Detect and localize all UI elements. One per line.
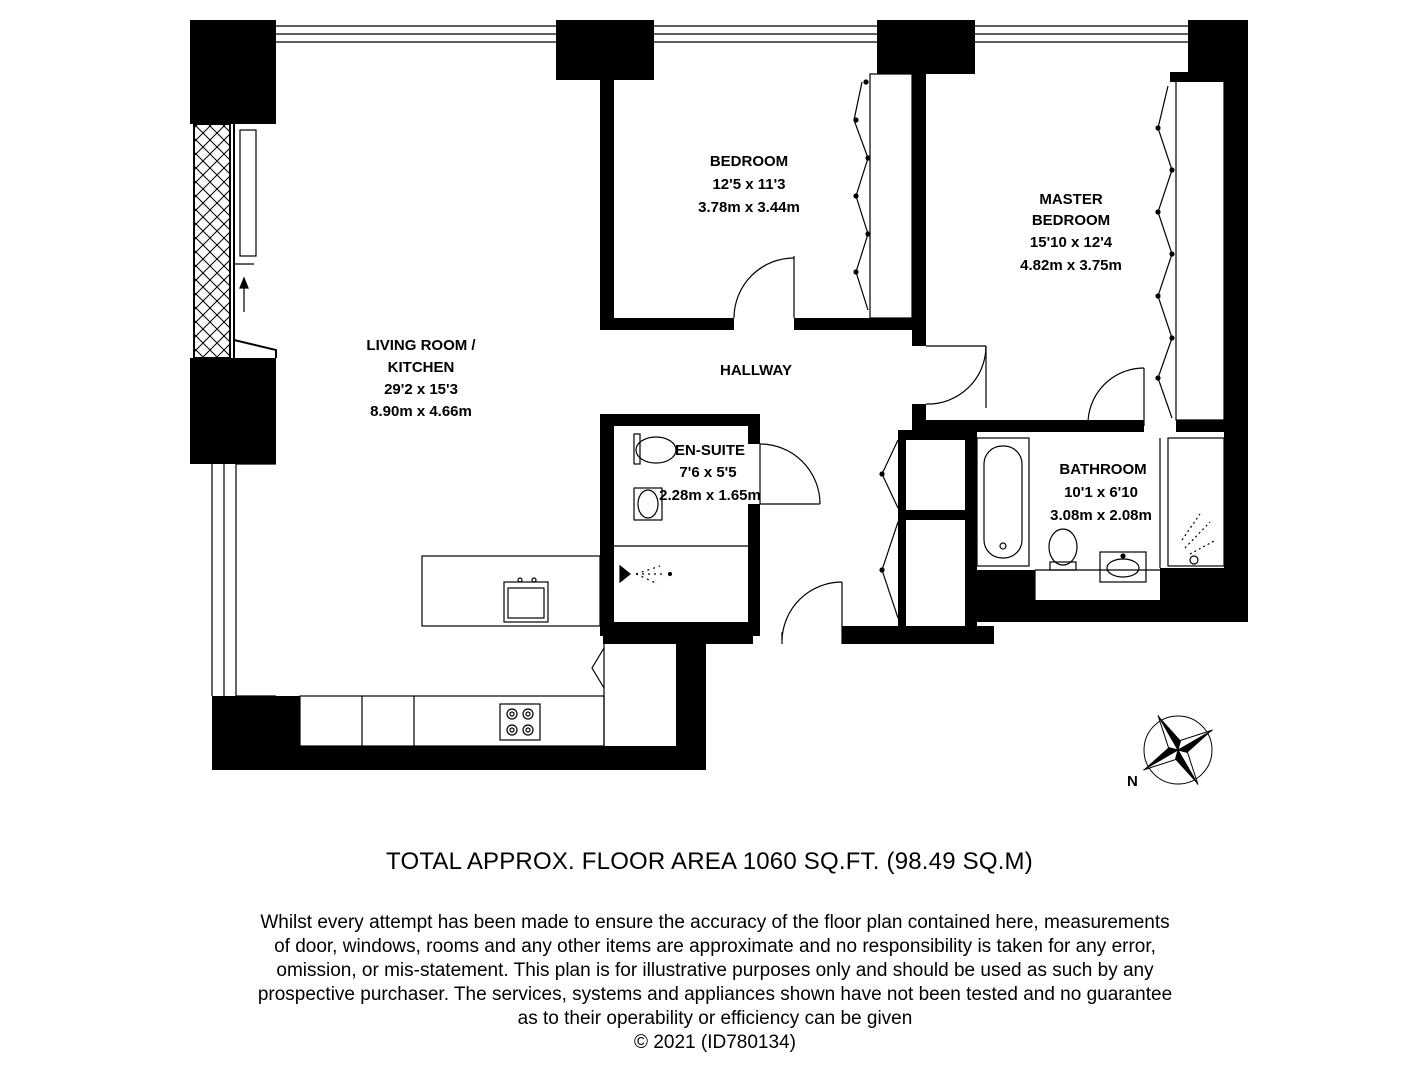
wall-ensuite-bottom (603, 622, 753, 644)
living-name-2: KITCHEN (387, 359, 455, 376)
master-wardrobe (1156, 78, 1224, 420)
bedroom-name: BEDROOM (709, 153, 789, 170)
walls (190, 20, 1248, 770)
entrance-door (782, 582, 842, 644)
bedroom-wardrobe (854, 74, 912, 318)
ensuite-dims-metric: 2.28m x 1.65m (659, 487, 761, 504)
hall-cupboard-doors (880, 440, 898, 618)
disclaimer-line: of door, windows, rooms and any other items are approximate and no responsibility is taken for any error, (274, 936, 1156, 957)
ensuite-toilet (636, 437, 676, 463)
column-top-right (1188, 20, 1248, 72)
kitchen (300, 556, 604, 746)
disclaimer-line: omission, or mis-statement. This plan is for illustrative purposes only and should be used as such by any (276, 960, 1154, 981)
wall-right (1224, 70, 1248, 622)
living-dims-imperial: 29'2 x 15'3 (384, 381, 458, 398)
bathroom-door (1088, 368, 1144, 426)
hallway-name: HALLWAY (720, 362, 792, 379)
bathroom-dims-metric: 3.08m x 2.08m (1050, 507, 1152, 524)
disclaimer-line: Whilst every attempt has been made to ensure the accuracy of the floor plan contained here, measurements (260, 912, 1170, 933)
disclaimer (200, 911, 1230, 1055)
column-top-left (190, 20, 276, 124)
master-dims-imperial: 15'10 x 12'4 (1029, 234, 1113, 251)
ensuite-door (760, 444, 820, 504)
master-door (926, 346, 986, 408)
master-name-1: MASTER (1039, 191, 1103, 208)
compass-rose-icon (1123, 695, 1232, 804)
toilet (1049, 529, 1077, 565)
hall-cupboards (898, 404, 965, 626)
living-name-1: LIVING ROOM / (366, 337, 476, 354)
column-top-mid-1 (556, 20, 654, 80)
room-labels (366, 153, 1151, 524)
compass-north-label: N (1127, 773, 1138, 790)
disclaimer-line: prospective purchaser. The services, systems and appliances shown have not been tested and no guarantee (257, 984, 1173, 1005)
kitchen-island (422, 556, 600, 626)
balcony-hatch (194, 124, 230, 358)
bathroom-walls (965, 430, 977, 570)
shower (1168, 438, 1224, 566)
total-floor-area: TOTAL APPROX. FLOOR AREA 1060 SQ.FT. (98.49 SQ.M) (386, 848, 1033, 875)
bathroom-name: BATHROOM (1059, 461, 1147, 478)
master-name-2: BEDROOM (1031, 212, 1111, 229)
master-dims-metric: 4.82m x 3.75m (1020, 257, 1122, 274)
wall-bathroom-bottom-3 (1160, 568, 1248, 622)
bedroom-dims-imperial: 12'5 x 11'3 (712, 176, 786, 193)
balcony-door-frame (240, 130, 256, 256)
living-dims-metric: 8.90m x 4.66m (370, 403, 472, 420)
column-top-mid-2 (877, 20, 975, 74)
disclaimer-line: as to their operability or efficiency can be given (517, 1008, 913, 1029)
wall-bottom (212, 746, 676, 770)
bathroom-dims-imperial: 10'1 x 6'10 (1064, 484, 1138, 501)
master-walls (912, 72, 1224, 432)
wall-kitchen-store (676, 636, 706, 770)
ensuite-basin (638, 490, 658, 518)
windows (212, 26, 1188, 696)
ensuite-name: EN-SUITE (674, 442, 746, 459)
entry-arrow-icon (240, 278, 248, 312)
kitchen-counter (300, 696, 604, 746)
copyright: © 2021 (ID780134) (634, 1032, 796, 1053)
wall-bathroom-bottom (977, 570, 1035, 622)
bedroom-door (734, 256, 794, 318)
hob (500, 704, 540, 740)
bedroom-dims-metric: 3.78m x 3.44m (698, 199, 800, 216)
ensuite-dims-imperial: 7'6 x 5'5 (679, 464, 737, 481)
column-left-mid (190, 358, 276, 464)
